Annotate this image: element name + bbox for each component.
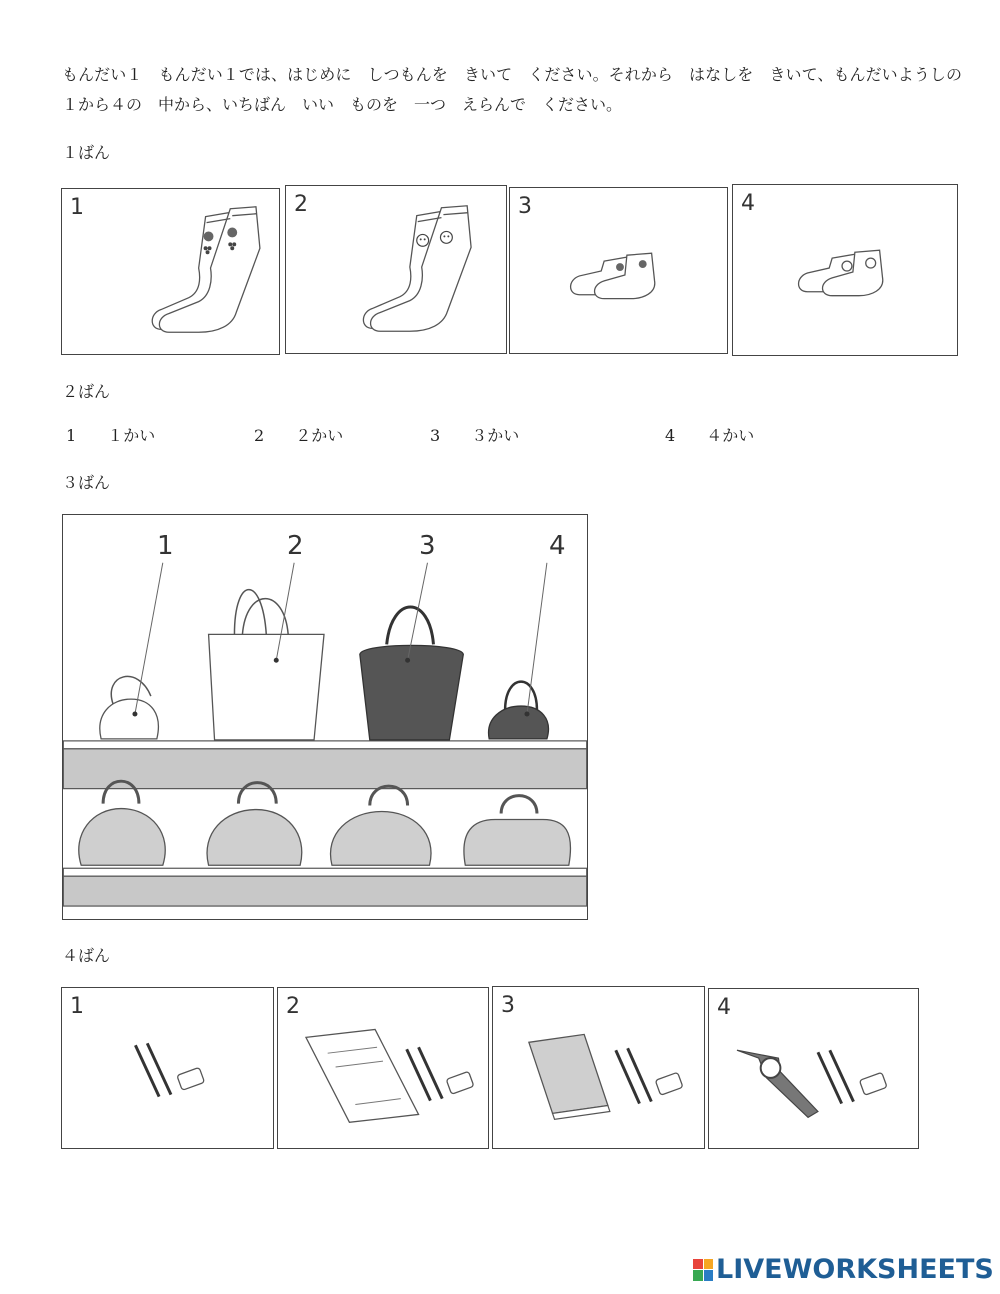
choice-number: 3 <box>518 194 532 219</box>
q3-bag-shelf-illustration <box>62 514 588 920</box>
q2-option-2[interactable] <box>254 423 343 446</box>
watch-pencils-eraser-icon <box>709 989 918 1148</box>
logo-text: LIVEWORKSHEETS <box>716 1254 994 1285</box>
liveworksheets-logo <box>693 1254 994 1285</box>
q4-choice-1[interactable] <box>61 987 274 1149</box>
choice-number: 1 <box>70 195 84 220</box>
question-3-label: ３ばん <box>62 473 111 492</box>
option-text: １かい <box>107 426 156 445</box>
question-4-label: ４ばん <box>62 946 111 965</box>
pencils-eraser-icon <box>62 988 273 1148</box>
q1-choice-4[interactable] <box>732 184 958 356</box>
choice-number: 2 <box>286 994 300 1019</box>
instruction-text: もんだい１ もんだい１では、はじめに しつもんを きいて ください。それから はなしを きいて、もんだいようしの １から４の 中から、いちばん いい ものを 一つ えらんで ください。 <box>62 65 979 114</box>
callout-number: 3 <box>419 531 436 561</box>
bag-shelf-drawing <box>63 515 587 919</box>
q2-option-1[interactable] <box>66 423 155 446</box>
long-socks-fruit-icon <box>62 189 279 354</box>
logo-square <box>704 1259 714 1270</box>
option-number: 2 <box>254 426 265 445</box>
option-number: 3 <box>430 426 441 445</box>
q1-choice-2[interactable] <box>285 185 507 354</box>
notebook-pencils-eraser-icon <box>278 988 488 1148</box>
callout-number: 2 <box>287 531 304 561</box>
short-socks-animal-icon <box>733 185 957 355</box>
callout-number: 4 <box>549 531 566 561</box>
q4-choice-3[interactable] <box>492 986 705 1149</box>
choice-number: 1 <box>70 994 84 1019</box>
choice-number: 4 <box>717 995 731 1020</box>
logo-square <box>693 1259 703 1270</box>
option-text: ２かい <box>295 426 344 445</box>
long-socks-animal-icon <box>286 186 506 353</box>
option-text: ３かい <box>471 426 520 445</box>
q1-choice-1[interactable] <box>61 188 280 355</box>
q4-choice-4[interactable] <box>708 988 919 1149</box>
choice-number: 4 <box>741 191 755 216</box>
choice-number: 3 <box>501 993 515 1018</box>
logo-square <box>704 1270 714 1281</box>
option-number: 4 <box>665 426 676 445</box>
q2-option-4[interactable] <box>665 423 754 446</box>
option-text: ４かい <box>706 426 755 445</box>
dictionary-pencils-eraser-icon <box>493 987 704 1148</box>
q1-choice-3[interactable] <box>509 187 728 354</box>
logo-square <box>693 1270 703 1281</box>
question-1-label: １ばん <box>62 143 111 162</box>
callout-number: 1 <box>157 531 174 561</box>
question-2-label: ２ばん <box>62 382 111 401</box>
short-socks-fruit-icon <box>510 188 727 353</box>
logo-mark-icon <box>693 1259 713 1281</box>
choice-number: 2 <box>294 192 308 217</box>
option-number: 1 <box>66 426 77 445</box>
q4-choice-2[interactable] <box>277 987 489 1149</box>
q2-option-3[interactable] <box>430 423 519 446</box>
